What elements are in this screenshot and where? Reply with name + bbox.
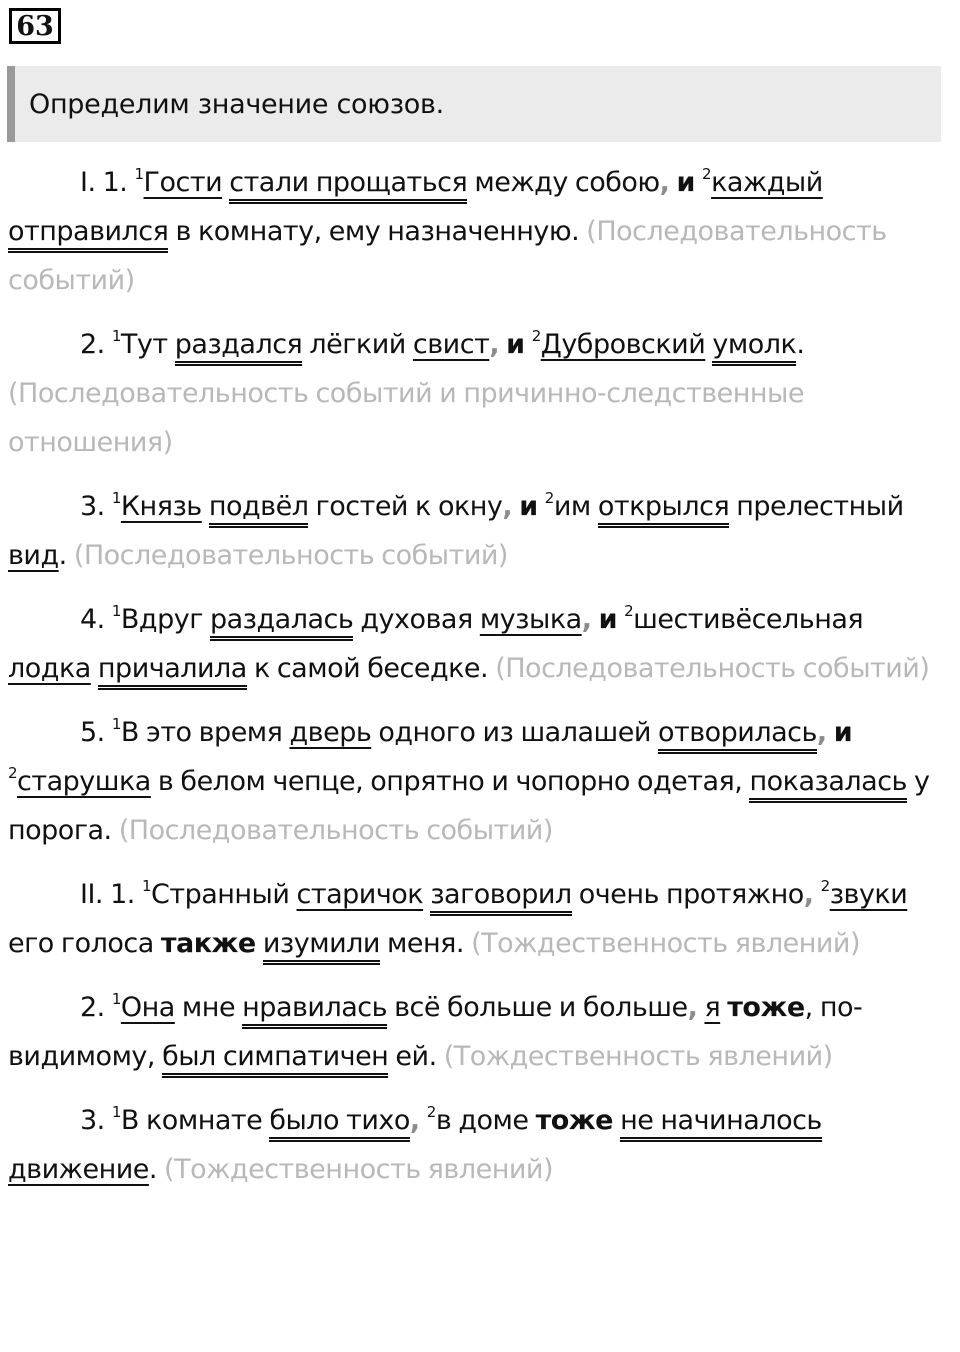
text-segment: духовая (353, 604, 480, 635)
text-segment (256, 928, 263, 959)
sentence-list (8, 158, 953, 1209)
comma-mark: , (816, 717, 827, 748)
text-segment: . (148, 1154, 165, 1185)
subject: старичок (296, 879, 424, 910)
subject: Князь (120, 491, 202, 522)
text-segment: в белом чепце, опрятно и чопорно одетая, (150, 766, 750, 797)
text-segment (591, 604, 598, 635)
subject: Гости (143, 167, 223, 198)
text-segment: мне (174, 992, 243, 1023)
meaning-note: (Последовательность событий) (118, 815, 553, 846)
text-segment: лёгкий (302, 329, 413, 360)
part-index: 1 (111, 715, 121, 733)
part-index: 2 (426, 1103, 436, 1121)
sentence-item (8, 158, 953, 305)
subject: каждый (711, 167, 823, 198)
text-segment: очень протяжно (571, 879, 804, 910)
conjunction: и (598, 604, 617, 635)
sentence-item (8, 482, 953, 580)
predicate: раздалась (210, 604, 353, 641)
text-segment: 2. (80, 992, 112, 1023)
text-segment: Вдруг (120, 604, 210, 635)
subject: музыка (479, 604, 582, 635)
conjunction: тоже (727, 992, 805, 1023)
subject: Она (120, 992, 175, 1023)
conjunction: также (160, 928, 256, 959)
text-segment: гостей к окну (308, 491, 503, 522)
text-segment: им (553, 491, 598, 522)
text-segment: к самой беседке. (246, 653, 496, 684)
part-index: 2 (531, 327, 541, 345)
meaning-note: (Тождественность явлений) (471, 928, 861, 959)
text-segment (202, 491, 209, 522)
text-segment: I. 1. (80, 167, 135, 198)
comma-mark: , (687, 992, 698, 1023)
part-index: 2 (8, 764, 18, 782)
conjunction: и (506, 329, 525, 360)
predicate: умолк (712, 329, 796, 366)
meaning-note: (Последовательность событий) (495, 653, 930, 684)
subject: старушка (17, 766, 151, 797)
intro-text: Определим значение союзов. (29, 88, 444, 120)
part-index: 1 (141, 877, 151, 895)
part-index: 2 (624, 602, 634, 620)
text-segment: 3. (80, 491, 112, 522)
subject: звуки (829, 879, 908, 910)
predicate: изумили (263, 928, 380, 965)
comma-mark: , (489, 329, 500, 360)
text-segment (827, 717, 834, 748)
text-segment: ей. (388, 1041, 444, 1072)
subject: я (704, 992, 721, 1023)
sentence-item (8, 870, 953, 968)
part-index: 1 (111, 602, 121, 620)
predicate: раздался (175, 329, 303, 366)
conjunction: и (833, 717, 853, 748)
predicate: подвёл (209, 491, 309, 528)
intro-banner (7, 66, 941, 142)
predicate: стали прощаться (229, 167, 467, 204)
part-index: 1 (111, 327, 121, 345)
meaning-note: (Тождественность явлений) (164, 1154, 553, 1185)
part-index: 1 (111, 990, 121, 1008)
sentence-item (8, 1096, 953, 1194)
predicate: открылся (598, 491, 729, 528)
text-segment (695, 167, 702, 198)
text-segment: в доме (435, 1105, 536, 1136)
comma-mark: , (502, 491, 513, 522)
predicate: отправился (8, 216, 168, 253)
text-segment: Странный (150, 879, 297, 910)
text-segment: В комнате (120, 1105, 270, 1136)
text-segment: 4. (80, 604, 112, 635)
meaning-note: (Тождественность явлений) (443, 1041, 833, 1072)
subject: движение (8, 1154, 149, 1185)
text-segment: прелестный (729, 491, 904, 522)
predicate: причалила (98, 653, 247, 690)
text-segment: 2. (80, 329, 112, 360)
part-index: 2 (544, 489, 554, 507)
conjunction: и (519, 491, 538, 522)
part-index: 1 (111, 489, 121, 507)
part-index: 2 (702, 165, 712, 183)
predicate: нравилась (242, 992, 387, 1029)
sentence-item (8, 708, 953, 855)
subject: дверь (289, 717, 372, 748)
meaning-note: (Последовательность событий) (73, 540, 508, 571)
comma-mark: , (803, 879, 814, 910)
predicate: показалась (749, 766, 907, 803)
text-segment: . (796, 329, 805, 360)
comma-mark: , (409, 1105, 420, 1136)
conjunction: тоже (535, 1105, 613, 1136)
text-segment (669, 167, 676, 198)
part-index: 1 (134, 165, 144, 183)
text-segment: В это время (120, 717, 290, 748)
text-segment: Тут (120, 329, 175, 360)
conjunction: и (676, 167, 695, 198)
subject: Дубровский (540, 329, 706, 360)
part-index: 2 (820, 877, 830, 895)
task-number: 63 (9, 8, 61, 44)
text-segment (525, 329, 532, 360)
text-segment: , по-видимому, (8, 992, 863, 1072)
meaning-note: (Последовательность событий и причинно-следственные отношения) (8, 378, 804, 458)
text-segment: его голоса (8, 928, 161, 959)
predicate: было тихо (269, 1105, 410, 1142)
subject: вид (8, 540, 59, 571)
text-segment (420, 1105, 427, 1136)
predicate: не начиналось (620, 1105, 822, 1142)
meaning-note: (Последовательность событий) (8, 216, 887, 296)
subject: лодка (8, 653, 91, 684)
sentence-item (8, 983, 953, 1081)
text-segment (91, 653, 98, 684)
sentence-item (8, 320, 953, 467)
comma-mark: , (581, 604, 592, 635)
text-segment: 3. (80, 1105, 112, 1136)
subject: свист (412, 329, 490, 360)
predicate: был симпатичен (162, 1041, 388, 1078)
text-segment (613, 1105, 620, 1136)
text-segment: 5. (80, 717, 112, 748)
text-segment (617, 604, 624, 635)
part-index: 1 (111, 1103, 121, 1121)
text-segment: в комнату, ему назначенную. (168, 216, 587, 247)
text-segment: одного из шалашей (371, 717, 658, 748)
sentence-item (8, 595, 953, 693)
text-segment: II. 1. (80, 879, 142, 910)
text-segment: шестивёсельная (633, 604, 864, 635)
predicate: отворилась (658, 717, 817, 754)
text-segment: у порога. (8, 766, 930, 846)
text-segment: между собою (467, 167, 660, 198)
predicate: заговорил (430, 879, 571, 916)
text-segment: меня. (379, 928, 472, 959)
text-segment (814, 879, 821, 910)
text-segment: всё больше и больше (387, 992, 688, 1023)
text-segment: . (58, 540, 74, 571)
comma-mark: , (659, 167, 670, 198)
text-segment (538, 491, 545, 522)
